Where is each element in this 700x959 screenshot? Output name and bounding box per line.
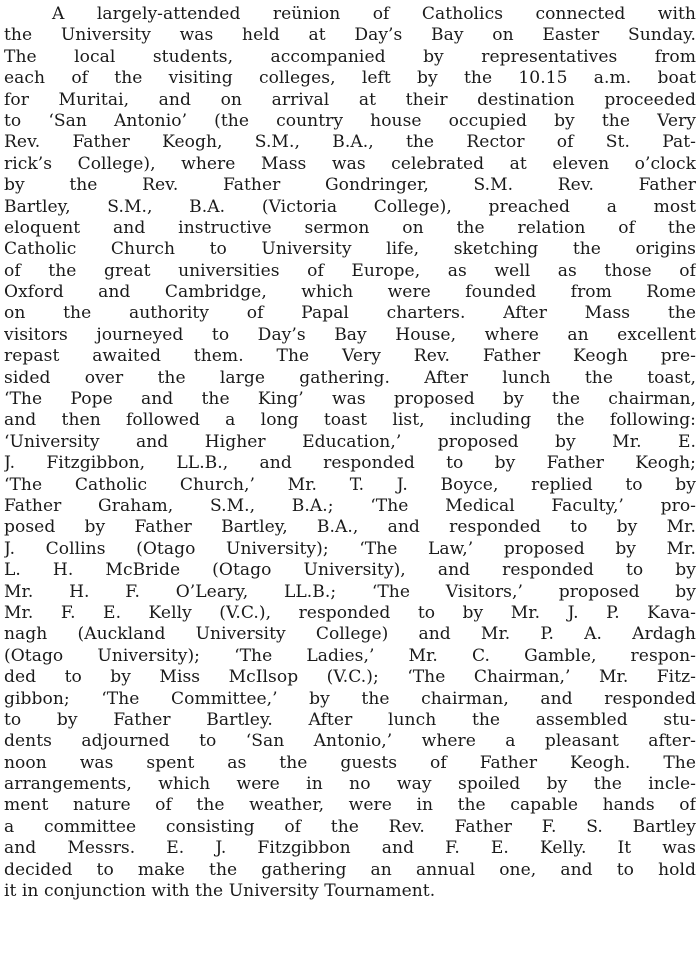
article-line: dents adjourned to ‘San Antonio,’ where a pleasant after- bbox=[4, 731, 696, 752]
article-line: (Otago University); ‘The Ladies,’ Mr. C. Gamble, respon- bbox=[4, 645, 696, 666]
article-line: Oxford and Cambridge, which were founded from Rome bbox=[4, 282, 696, 303]
article-line: Mr. H. F. O’Leary, LL.B.; ‘The Visitors,’ proposed by bbox=[4, 581, 696, 602]
article-line: visitors journeyed to Day’s Bay House, where an excellent bbox=[4, 324, 696, 345]
article-line: a committee consisting of the Rev. Father F. S. Bartley bbox=[4, 816, 696, 837]
article-line: nagh (Auckland University College) and Mr. P. A. Ardagh bbox=[4, 624, 696, 645]
article-line: sided over the large gathering. After lunch the toast, bbox=[4, 367, 696, 388]
article-line: the University was held at Day’s Bay on Easter Sunday. bbox=[4, 25, 696, 46]
article-line: to by Father Bartley. After lunch the assembled stu- bbox=[4, 709, 696, 730]
article-line: ded to by Miss McIlsop (V.C.); ‘The Chairman,’ Mr. Fitz- bbox=[4, 667, 696, 688]
article-line: noon was spent as the guests of Father Keogh. The bbox=[4, 752, 696, 773]
article-line: for Muritai, and on arrival at their destination proceeded bbox=[4, 89, 696, 110]
article-line: by the Rev. Father Gondringer, S.M. Rev. Father bbox=[4, 175, 696, 196]
article-line: gibbon; ‘The Committee,’ by the chairman, and responded bbox=[4, 688, 696, 709]
article-line: rick’s College), where Mass was celebrated at eleven o’clock bbox=[4, 153, 696, 174]
article-line: posed by Father Bartley, B.A., and responded to by Mr. bbox=[4, 517, 696, 538]
article-line: and then followed a long toast list, including the following: bbox=[4, 410, 696, 431]
article-line: The local students, accompanied by representatives from bbox=[4, 46, 696, 67]
article-line: on the authority of Papal charters. After Mass the bbox=[4, 303, 696, 324]
article-line: A largely-attended reünion of Catholics connected with bbox=[52, 4, 696, 24]
article-line: eloquent and instructive sermon on the relation of the bbox=[4, 217, 696, 238]
article-line: Father Graham, S.M., B.A.; ‘The Medical Faculty,’ pro- bbox=[4, 495, 696, 516]
article-line: Mr. F. E. Kelly (V.C.), responded to by Mr. J. P. Kava- bbox=[4, 602, 696, 623]
article-line: ‘The Pope and the King’ was proposed by the chairman, bbox=[4, 389, 696, 410]
article-line: J. Fitzgibbon, LL.B., and responded to by Father Keogh; bbox=[4, 453, 696, 474]
article-line: decided to make the gathering an annual one, and to hold bbox=[4, 859, 696, 880]
article-line: J. Collins (Otago University); ‘The Law,’ proposed by Mr. bbox=[4, 538, 696, 559]
article-line: each of the visiting colleges, left by the 10.15 a.m. boat bbox=[4, 68, 696, 89]
article-line: and Messrs. E. J. Fitzgibbon and F. E. Kelly. It was bbox=[4, 838, 696, 859]
article-line: of the great universities of Europe, as well as those of bbox=[4, 260, 696, 281]
article-line: L. H. McBride (Otago University), and responded to by bbox=[4, 560, 696, 581]
article-line: repast awaited them. The Very Rev. Father Keogh pre- bbox=[4, 346, 696, 367]
article-line: Bartley, S.M., B.A. (Victoria College), preached a most bbox=[4, 196, 696, 217]
article-line: it in conjunction with the University Tournament. bbox=[4, 881, 436, 902]
article-line: Rev. Father Keogh, S.M., B.A., the Rector of St. Pat- bbox=[4, 132, 696, 153]
article-line: to ‘San Antonio’ (the country house occupied by the Very bbox=[4, 110, 696, 131]
article-line: Catholic Church to University life, sketching the origins bbox=[4, 239, 696, 260]
article-line: ‘University and Higher Education,’ proposed by Mr. E. bbox=[4, 431, 696, 452]
article-line: ment nature of the weather, were in the capable hands of bbox=[4, 795, 696, 816]
article-line: arrangements, which were in no way spoiled by the incle- bbox=[4, 774, 696, 795]
article-line: ‘The Catholic Church,’ Mr. T. J. Boyce, replied to by bbox=[4, 474, 696, 495]
